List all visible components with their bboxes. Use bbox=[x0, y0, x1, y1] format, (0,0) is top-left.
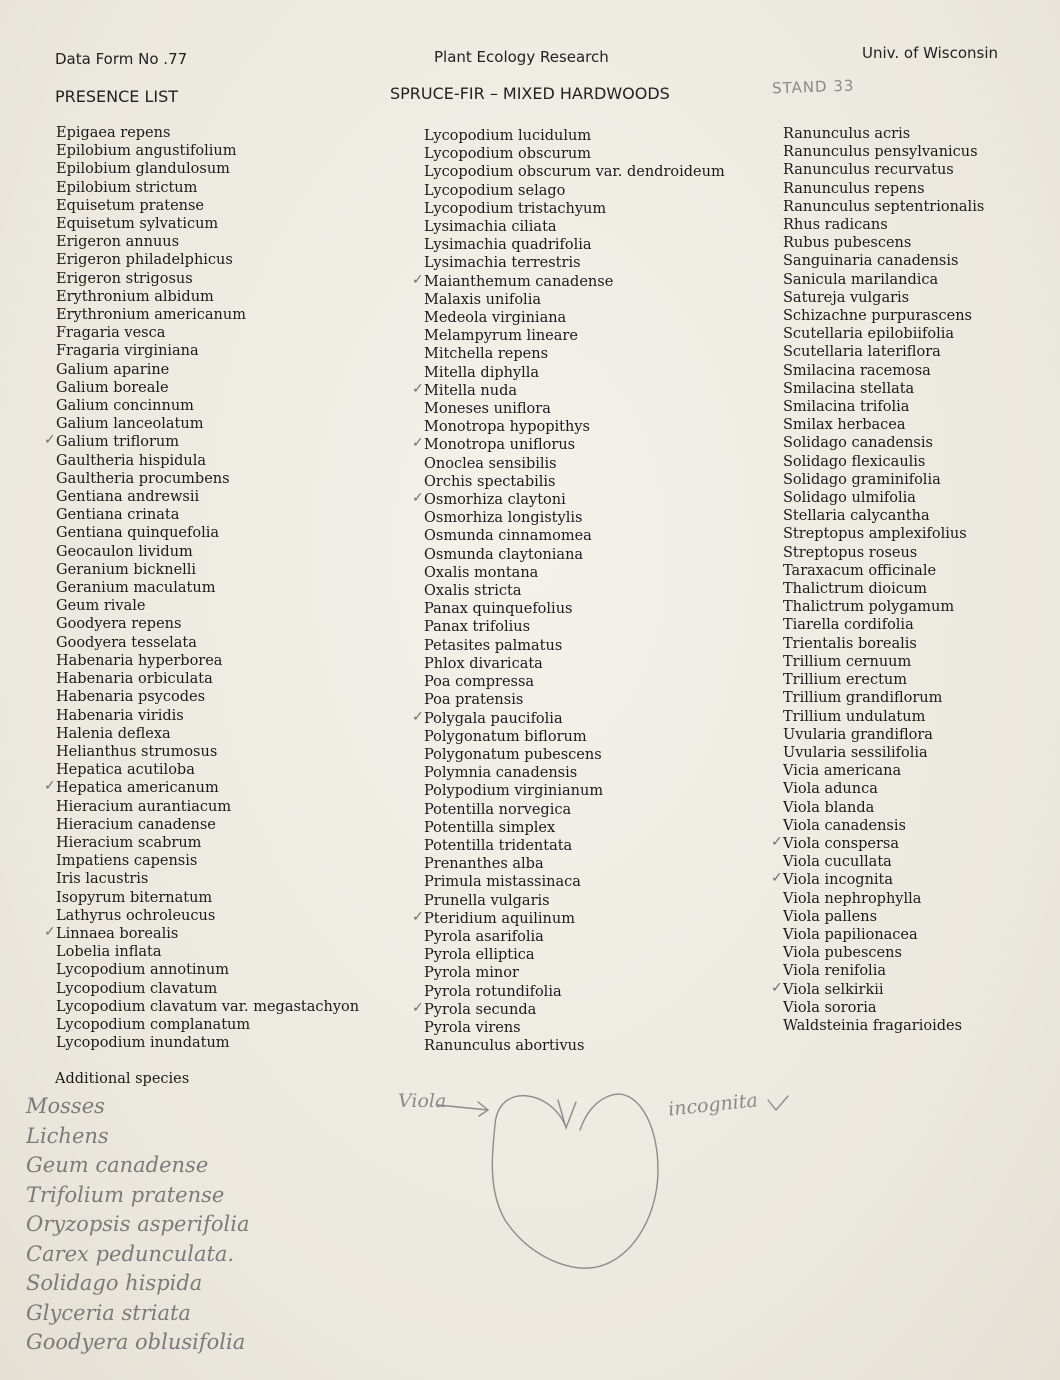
species-item: Polypodium virginianum bbox=[424, 783, 604, 800]
species-item: Ranunculus recurvatus bbox=[783, 162, 954, 179]
species-item: Hieracium scabrum bbox=[56, 834, 202, 851]
handwritten-species: Trifolium pratense bbox=[26, 1182, 225, 1207]
species-item: Pyrola rotundifolia bbox=[424, 983, 562, 1000]
species-item: Lycopodium clavatum bbox=[56, 980, 218, 997]
species-item: Viola blanda bbox=[783, 799, 875, 816]
species-item: Pyrola virens bbox=[424, 1019, 521, 1036]
species-item: Lycopodium tristachyum bbox=[424, 200, 607, 217]
species-item: Lathyrus ochroleucus bbox=[56, 907, 216, 924]
species-item: Smilax herbacea bbox=[783, 417, 906, 434]
species-item: Satureja vulgaris bbox=[783, 289, 910, 306]
species-item: Lysimachia quadrifolia bbox=[424, 237, 592, 254]
species-item: Pyrola asarifolia bbox=[424, 928, 544, 945]
species-item: Viola papilionacea bbox=[783, 926, 918, 943]
species-item: Viola renifolia bbox=[783, 963, 886, 980]
list-type-heading: PRESENCE LIST bbox=[55, 87, 179, 106]
species-column-2 bbox=[424, 127, 725, 1055]
species-item: Goodyera repens bbox=[56, 616, 182, 633]
species-item: Gentiana quinquefolia bbox=[56, 525, 220, 542]
species-item: Streptopus roseus bbox=[783, 544, 918, 561]
species-item: Malaxis unifolia bbox=[424, 291, 541, 308]
species-item: Epigaea repens bbox=[56, 125, 171, 141]
species-item: Halenia deflexa bbox=[56, 725, 171, 742]
species-item: Stellaria calycantha bbox=[783, 508, 930, 525]
species-item: Orchis spectabilis bbox=[424, 473, 556, 490]
species-item: Rhus radicans bbox=[783, 217, 888, 234]
stand-number: STAND 33 bbox=[771, 76, 855, 98]
species-item-checked: ✓ Hepatica americanum bbox=[56, 779, 359, 797]
species-item: Mitchella repens bbox=[424, 346, 549, 363]
species-item: Viola sororia bbox=[783, 999, 877, 1016]
species-item: Prenanthes alba bbox=[424, 856, 544, 873]
community-heading: SPRUCE-FIR – MIXED HARDWOODS bbox=[390, 84, 670, 103]
species-item: Ranunculus septentrionalis bbox=[783, 198, 985, 215]
species-item: Pyrola elliptica bbox=[424, 947, 535, 964]
species-item: Thalictrum polygamum bbox=[783, 599, 955, 616]
species-item: Osmunda claytoniana bbox=[424, 546, 584, 563]
species-item: Trillium erectum bbox=[783, 672, 907, 689]
species-item: Scutellaria epilobiifolia bbox=[783, 326, 954, 343]
species-item: Medeola virginiana bbox=[424, 310, 567, 327]
species-item: Galium boreale bbox=[56, 379, 169, 396]
species-item: Erythronium albidum bbox=[56, 288, 214, 305]
leaf-outline bbox=[492, 1094, 658, 1268]
species-item: Geocaulon lividum bbox=[56, 543, 193, 560]
species-item: Potentilla simplex bbox=[424, 819, 556, 836]
species-item: Hieracium canadense bbox=[56, 816, 216, 833]
species-item: Helianthus strumosus bbox=[56, 743, 218, 760]
species-item: Lysimachia ciliata bbox=[424, 219, 557, 236]
species-item: Gaultheria procumbens bbox=[56, 470, 230, 487]
species-item: Trillium undulatum bbox=[783, 708, 926, 725]
species-item: Streptopus amplexifolius bbox=[783, 526, 967, 543]
species-column-3 bbox=[783, 125, 984, 1035]
species-item: Solidago ulmifolia bbox=[783, 490, 916, 507]
handwritten-species: Solidago hispida bbox=[26, 1271, 203, 1295]
species-item: Smilacina stellata bbox=[783, 380, 915, 397]
species-item: Schizachne purpurascens bbox=[783, 308, 972, 325]
species-item-checked: ✓ Viola selkirkii bbox=[783, 981, 984, 999]
species-item: Lysimachia terrestris bbox=[424, 255, 581, 272]
species-item: Solidago flexicaulis bbox=[783, 453, 926, 470]
species-item: Scutellaria lateriflora bbox=[783, 344, 941, 361]
additional-species-label: Additional species bbox=[55, 1071, 190, 1087]
species-item: Hepatica acutiloba bbox=[56, 762, 195, 779]
species-item: Fragaria virginiana bbox=[56, 343, 199, 360]
species-item: Epilobium angustifolium bbox=[56, 143, 237, 160]
species-item: Polygonatum biflorum bbox=[424, 728, 587, 745]
species-item: Ranunculus repens bbox=[783, 180, 925, 197]
handwritten-species: Goodyera oblusifolia bbox=[26, 1330, 246, 1354]
species-item: Lycopodium clavatum var. megastachyon bbox=[56, 998, 360, 1015]
species-item: Tiarella cordifolia bbox=[783, 617, 914, 634]
handwritten-species: Lichens bbox=[26, 1123, 109, 1148]
species-item: Poa compressa bbox=[424, 674, 535, 691]
species-item: Epilobium glandulosum bbox=[56, 161, 230, 178]
species-item: Solidago graminifolia bbox=[783, 471, 941, 488]
species-item: Panax trifolius bbox=[424, 619, 531, 636]
species-item: Monotropa hypopithys bbox=[424, 419, 590, 436]
species-item: Viola adunca bbox=[783, 781, 878, 798]
species-item: Habenaria viridis bbox=[56, 707, 184, 724]
handwritten-species: Mosses bbox=[26, 1094, 105, 1118]
species-item: Onoclea sensibilis bbox=[424, 455, 557, 472]
species-item: Taraxacum officinale bbox=[783, 562, 937, 579]
species-item: Mitella diphylla bbox=[424, 364, 540, 381]
species-item: Sanicula marilandica bbox=[783, 271, 939, 288]
species-item: Ranunculus acris bbox=[783, 126, 911, 142]
species-item: Viola pallens bbox=[783, 908, 878, 925]
species-item: Polygonatum pubescens bbox=[424, 746, 602, 763]
check-mark-icon bbox=[768, 1096, 788, 1110]
species-item: Fragaria vesca bbox=[56, 325, 166, 342]
species-item: Lycopodium obscurum var. dendroideum bbox=[424, 164, 725, 181]
species-item: Habenaria psycodes bbox=[56, 689, 206, 706]
species-item-checked: ✓ Pteridium aquilinum bbox=[424, 910, 725, 928]
species-item: Ranunculus pensylvanicus bbox=[783, 144, 978, 161]
species-item: Potentilla norvegica bbox=[424, 801, 572, 818]
species-item: Epilobium strictum bbox=[56, 179, 198, 196]
species-item: Waldsteinia fragarioides bbox=[783, 1017, 963, 1034]
species-item-checked: ✓ Osmorhiza claytoni bbox=[424, 491, 725, 509]
handwritten-species: Carex pedunculata. bbox=[26, 1241, 235, 1266]
sketch-label-viola: Viola bbox=[398, 1090, 447, 1112]
species-item: Trientalis borealis bbox=[783, 635, 917, 652]
species-item: Viola cucullata bbox=[783, 854, 892, 871]
species-item: Lycopodium obscurum bbox=[424, 146, 591, 163]
species-item: Oxalis stricta bbox=[424, 583, 522, 600]
species-item: Habenaria hyperborea bbox=[56, 652, 223, 669]
species-item: Lycopodium inundatum bbox=[56, 1035, 230, 1052]
species-item: Solidago canadensis bbox=[783, 435, 933, 452]
species-item: Goodyera tesselata bbox=[56, 634, 197, 651]
species-item: Erythronium americanum bbox=[56, 307, 246, 324]
species-item: Galium concinnum bbox=[56, 398, 194, 415]
species-item-checked: ✓ Viola incognita bbox=[783, 871, 984, 889]
species-item: Viola canadensis bbox=[783, 817, 906, 834]
species-item: Geranium maculatum bbox=[56, 580, 216, 597]
species-item: Trillium cernuum bbox=[783, 653, 912, 670]
species-item-checked: ✓ Linnaea borealis bbox=[56, 925, 359, 943]
species-item: Petasites palmatus bbox=[424, 637, 563, 654]
species-item: Osmunda cinnamomea bbox=[424, 528, 592, 545]
species-item: Lobelia inflata bbox=[56, 944, 162, 961]
species-item: Lycopodium complanatum bbox=[56, 1016, 251, 1033]
species-item-checked: ✓ Mitella nuda bbox=[424, 382, 725, 400]
species-item: Hieracium aurantiacum bbox=[56, 798, 232, 815]
species-item-checked: ✓ Viola conspersa bbox=[783, 835, 984, 853]
handwritten-species: Oryzopsis asperifolia bbox=[26, 1212, 250, 1236]
species-item: Prunella vulgaris bbox=[424, 892, 550, 909]
species-item: Uvularia grandiflora bbox=[783, 726, 933, 743]
species-item: Primula mistassinaca bbox=[424, 874, 581, 891]
species-item: Lycopodium annotinum bbox=[56, 962, 229, 979]
species-item-checked: ✓ Polygala paucifolia bbox=[424, 710, 725, 728]
handwritten-species: Glyceria striata bbox=[26, 1300, 191, 1325]
species-item: Isopyrum biternatum bbox=[56, 889, 213, 906]
species-item-checked: ✓ Maianthemum canadense bbox=[424, 273, 725, 291]
species-item-checked: ✓ Galium triflorum bbox=[56, 433, 359, 451]
species-item: Gaultheria hispidula bbox=[56, 452, 207, 469]
leaf-notch bbox=[558, 1100, 576, 1128]
species-item: Lycopodium lucidulum bbox=[424, 128, 592, 144]
species-item: Rubus pubescens bbox=[783, 235, 912, 252]
species-item: Impatiens capensis bbox=[56, 853, 198, 870]
species-item: Moneses uniflora bbox=[424, 401, 551, 418]
species-item: Melampyrum lineare bbox=[424, 328, 578, 345]
species-item: Smilacina racemosa bbox=[783, 362, 931, 379]
species-item: Galium lanceolatum bbox=[56, 416, 204, 433]
species-item-checked: ✓ Monotropa uniflorus bbox=[424, 436, 725, 454]
species-item: Viola nephrophylla bbox=[783, 890, 922, 907]
species-item: Phlox divaricata bbox=[424, 655, 543, 672]
species-item: Smilacina trifolia bbox=[783, 399, 910, 416]
species-item: Galium aparine bbox=[56, 361, 170, 378]
sketch-label-incognita: incognita bbox=[667, 1089, 759, 1121]
species-item: Oxalis montana bbox=[424, 564, 539, 581]
species-item: Poa pratensis bbox=[424, 692, 524, 709]
species-item: Gentiana andrewsii bbox=[56, 489, 200, 506]
species-item: Vicia americana bbox=[783, 763, 902, 780]
form-number: Data Form No .77 bbox=[55, 50, 188, 68]
species-item: Erigeron annuus bbox=[56, 234, 180, 251]
species-item: Polymnia canadensis bbox=[424, 765, 578, 782]
institution: Univ. of Wisconsin bbox=[862, 44, 999, 62]
species-item: Geum rivale bbox=[56, 598, 146, 615]
species-item: Panax quinquefolius bbox=[424, 601, 573, 618]
species-item: Sanguinaria canadensis bbox=[783, 253, 959, 270]
species-item: Thalictrum dioicum bbox=[783, 581, 928, 598]
species-item: Potentilla tridentata bbox=[424, 837, 573, 854]
species-item: Viola pubescens bbox=[783, 945, 902, 962]
species-item: Erigeron philadelphicus bbox=[56, 252, 233, 269]
species-item: Equisetum sylvaticum bbox=[56, 216, 219, 233]
species-item: Iris lacustris bbox=[56, 871, 149, 888]
species-item: Osmorhiza longistylis bbox=[424, 510, 583, 527]
species-item-checked: ✓ Pyrola secunda bbox=[424, 1001, 725, 1019]
handwritten-species: Geum canadense bbox=[26, 1153, 209, 1177]
species-item: Ranunculus abortivus bbox=[424, 1038, 585, 1055]
species-item: Uvularia sessilifolia bbox=[783, 744, 928, 761]
species-item: Lycopodium selago bbox=[424, 182, 566, 199]
species-item: Habenaria orbiculata bbox=[56, 671, 213, 688]
handwritten-species-list bbox=[26, 1092, 250, 1358]
species-item: Pyrola minor bbox=[424, 965, 519, 982]
species-item: Geranium bicknelli bbox=[56, 561, 197, 578]
form-title: Plant Ecology Research bbox=[434, 48, 609, 66]
species-item: Gentiana crinata bbox=[56, 507, 180, 524]
species-item: Equisetum pratense bbox=[56, 197, 205, 214]
species-item: Trillium grandiflorum bbox=[783, 690, 943, 707]
species-item: Erigeron strigosus bbox=[56, 270, 193, 287]
species-column-1 bbox=[56, 124, 359, 1052]
